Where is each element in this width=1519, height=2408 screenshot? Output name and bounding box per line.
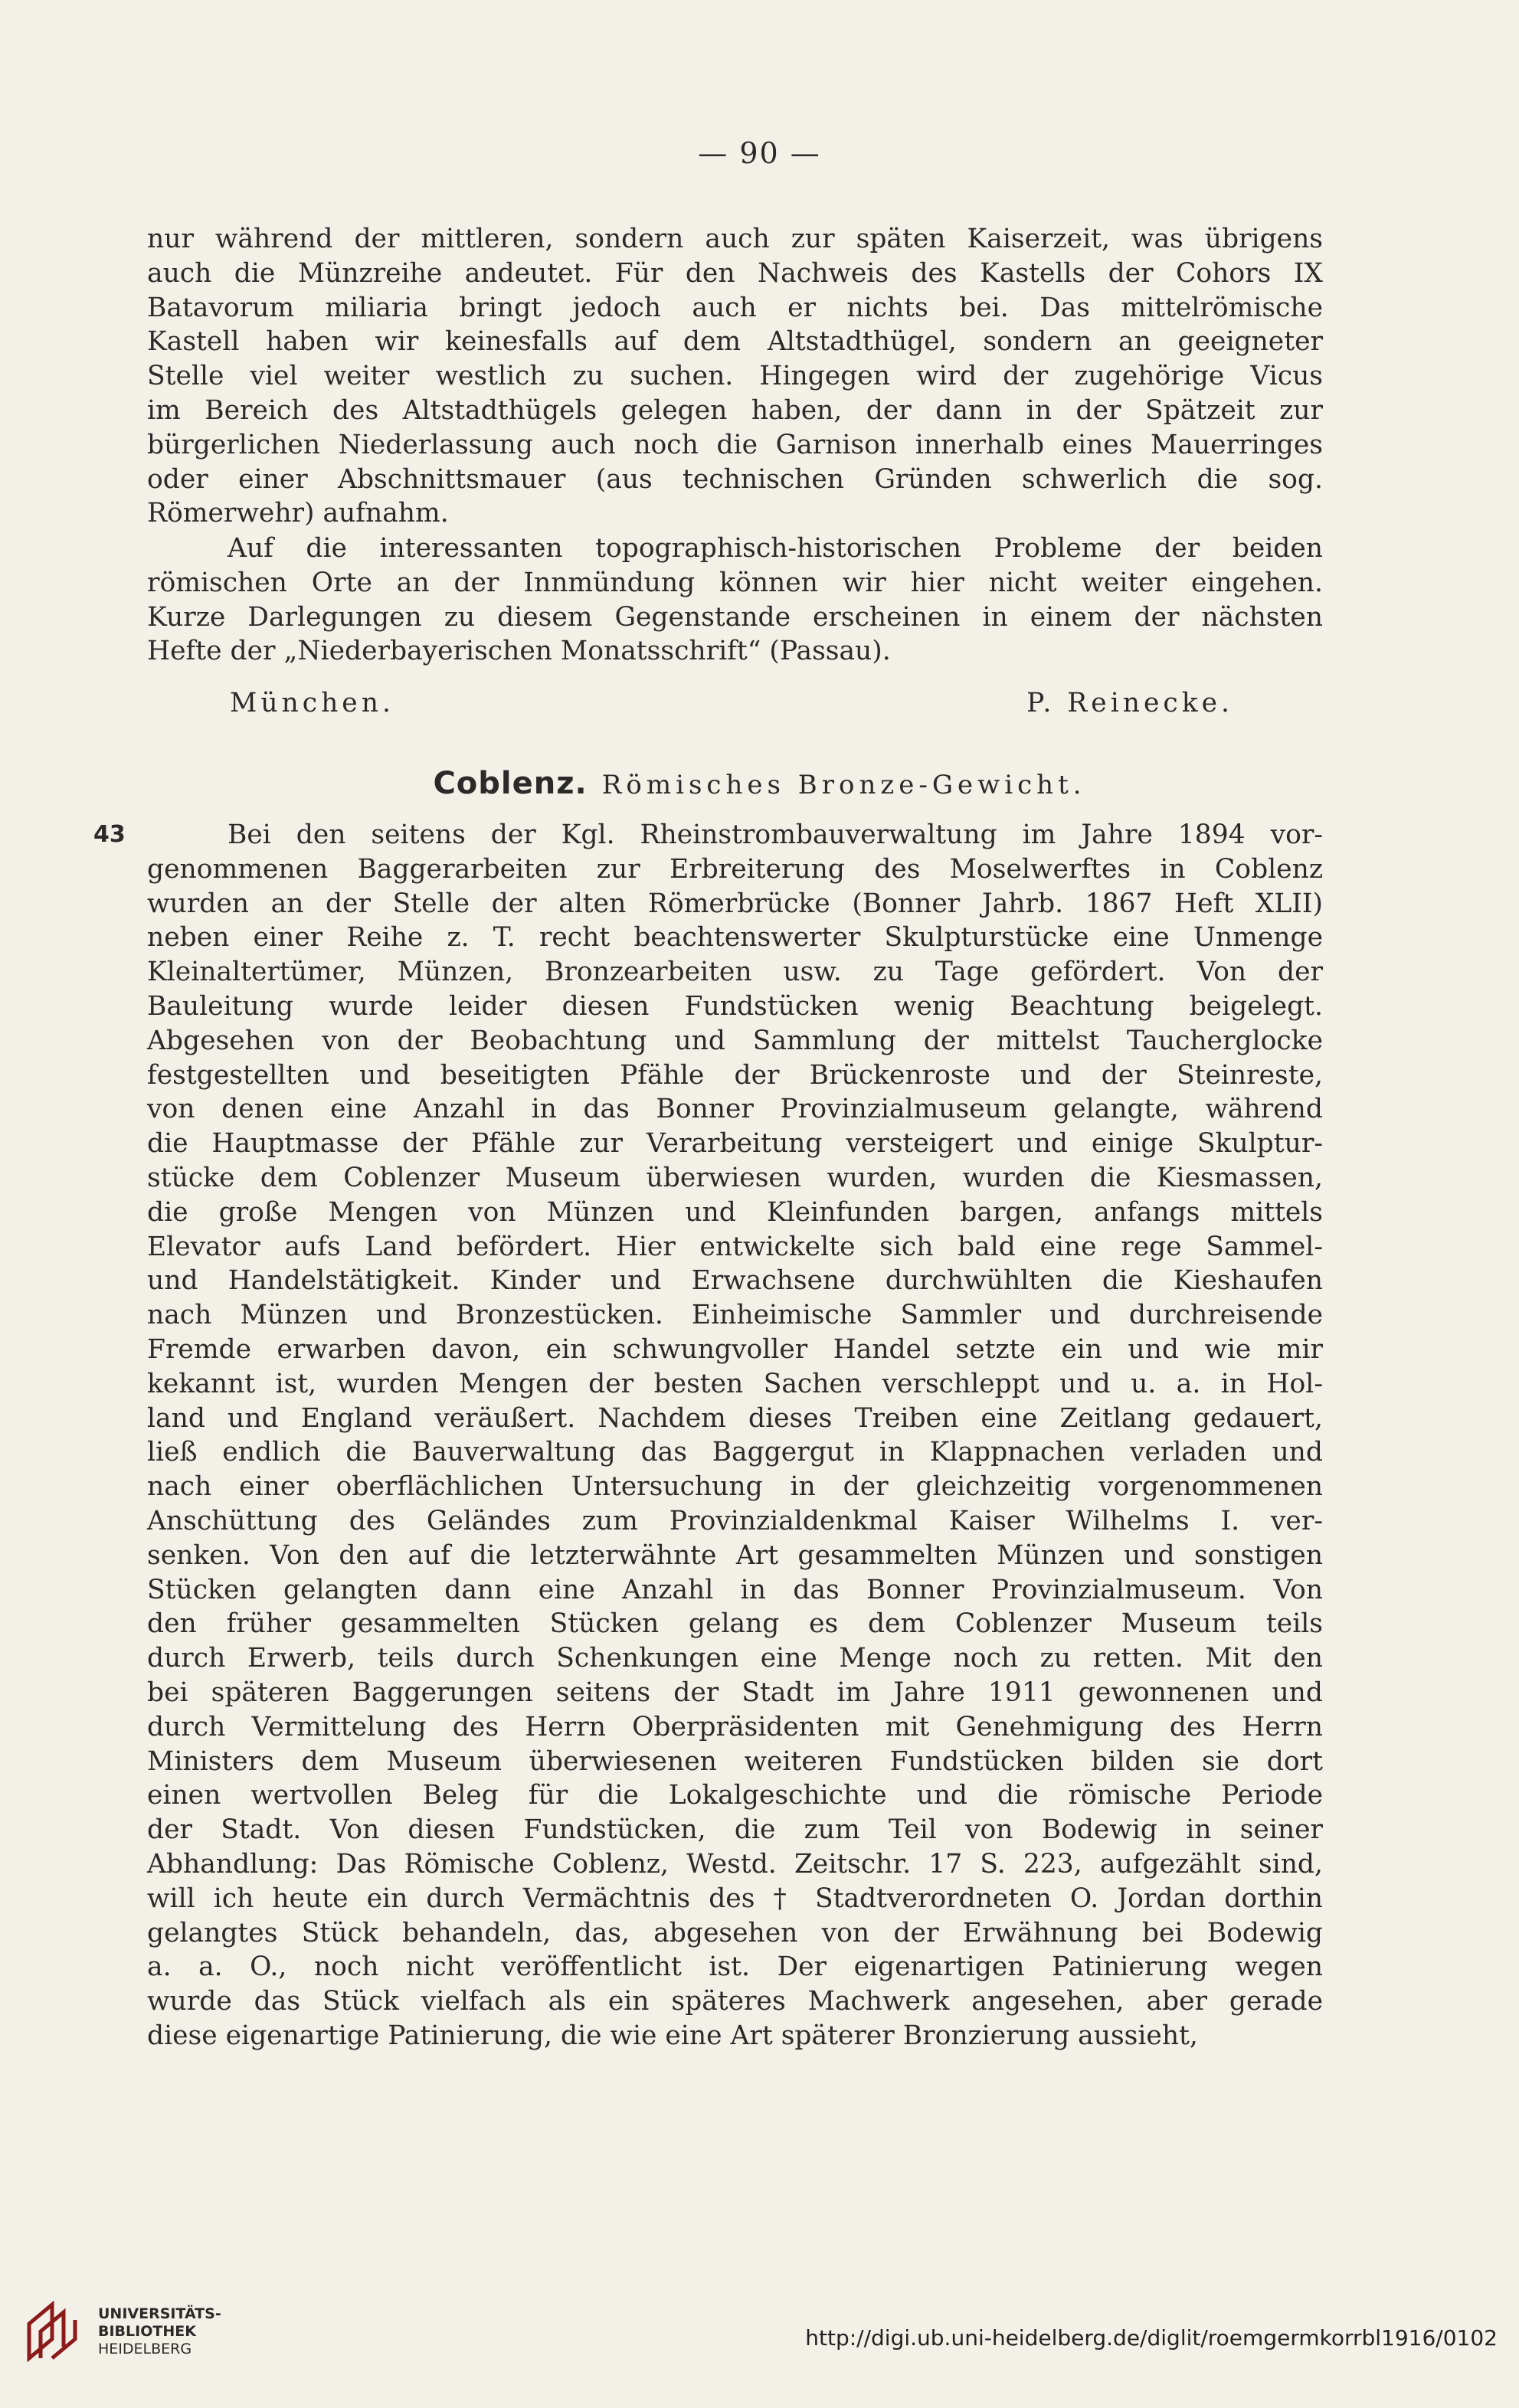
text-line: den früher gesammelten Stücken gelang es dem Coblenzer Museum teils <box>147 1608 1323 1640</box>
library-logo[interactable] <box>21 2301 221 2362</box>
text-line: bürgerlichen Niederlassung auch noch die Garnison innerhalb eines Mauerringes <box>147 429 1323 460</box>
text-line: die große Mengen von Münzen und Kleinfunden bargen, anfangs mittels <box>147 1196 1323 1228</box>
text-line: oder einer Abschnittsmauer (aus technischen Gründen schwerlich die sog. <box>147 463 1323 495</box>
signature-row <box>230 688 1233 718</box>
text-line: Römerwehr) aufnahm. <box>147 498 449 529</box>
section-heading <box>0 766 1519 801</box>
text-line: einen wertvollen Beleg für die Lokalgeschichte und die römische Periode <box>147 1780 1323 1811</box>
text-line: Abgesehen von der Beobachtung und Sammlung der mittelst Taucherglocke <box>147 1025 1323 1056</box>
text-line: Abhandlung: Das Römische Coblenz, Westd. Zeitschr. 17 S. 223, aufgezählt sind, <box>147 1848 1323 1880</box>
heading-subject: Römisches Bronze-Gewicht. <box>601 770 1086 800</box>
library-logo-text <box>98 2305 221 2358</box>
text-line: stücke dem Coblenzer Museum überwiesen wurden, wurden die Kiesmassen, <box>147 1162 1323 1193</box>
text-line: Elevator aufs Land befördert. Hier entwickelte sich bald eine rege Sammel- <box>147 1231 1323 1262</box>
text-line: wurden an der Stelle der alten Römerbrücke (Bonner Jahrb. 1867 Heft XLII) <box>147 888 1323 919</box>
text-line: ließ endlich die Bauverwaltung das Baggergut in Klappnachen verladen und <box>147 1437 1323 1468</box>
text-line: Bauleitung wurde leider diesen Fundstücken wenig Beachtung beigelegt. <box>147 990 1323 1022</box>
paragraph-1 <box>147 222 1323 531</box>
text-line: Batavorum miliaria bringt jedoch auch er nichts bei. Das mittelrömische <box>147 292 1323 323</box>
library-logo-icon <box>21 2301 84 2362</box>
text-line: Fremde erwarben davon, ein schwungvoller Handel setzte ein und wie mir <box>147 1333 1323 1365</box>
logo-line-1: UNIVERSITÄTS- <box>98 2305 221 2322</box>
text-line: Anschüttung des Geländes zum Provinzialdenkmal Kaiser Wilhelms I. ver- <box>147 1505 1323 1536</box>
logo-line-2: BIBLIOTHEK <box>98 2322 196 2340</box>
logo-line-3: HEIDELBERG <box>98 2340 192 2357</box>
text-line: auch die Münzreihe andeutet. Für den Nachweis des Kastells der Cohors IX <box>147 257 1323 289</box>
text-line: der Stadt. Von diesen Fundstücken, die zum Teil von Bodewig in seiner <box>147 1814 1323 1846</box>
text-line: Kastell haben wir keinesfalls auf dem Altstadthügel, sondern an geeigneter <box>147 326 1323 358</box>
text-line: die Hauptmasse der Pfähle zur Verarbeitung versteigert und einige Skulptur- <box>147 1128 1323 1160</box>
text-line: festgestellten und beseitigten Pfähle der Brückenroste und der Steinreste, <box>147 1059 1323 1091</box>
marginal-number: 43 <box>93 821 126 848</box>
signature-place: München. <box>230 688 394 718</box>
text-line: Stelle viel weiter westlich zu suchen. Hingegen wird der zugehörige Vicus <box>147 361 1323 392</box>
text-line: will ich heute ein durch Vermächtnis des † Stadtverordneten O. Jordan dorthin <box>147 1883 1323 1914</box>
text-line: römischen Orte an der Innmündung können wir hier nicht weiter eingehen. <box>147 567 1323 598</box>
text-line: wurde das Stück vielfach als ein späteres Machwerk angesehen, aber gerade <box>147 1986 1323 2017</box>
text-line: nur während der mittleren, sondern auch zur späten Kaiserzeit, was übrigens <box>147 224 1323 254</box>
text-line: diese eigenartige Patinierung, die wie eine Art späterer Bronzierung aussieht, <box>147 2020 1198 2051</box>
text-line: Bei den seitens der Kgl. Rheinstrombauverwaltung im Jahre 1894 vor- <box>228 820 1323 850</box>
text-line: neben einer Reihe z. T. recht beachtenswerter Skulpturstücke eine Unmenge <box>147 922 1323 954</box>
text-line: genommenen Baggerarbeiten zur Erbreiterung des Moselwerftes in Coblenz <box>147 853 1323 885</box>
text-line: Ministers dem Museum überwiesenen weiteren Fundstücken bilden sie dort <box>147 1745 1323 1777</box>
text-line: von denen eine Anzahl in das Bonner Provinzialmuseum gelangte, während <box>147 1094 1323 1125</box>
text-line: senken. Von den auf die letzterwähnte Art gesammelten Münzen und sonstigen <box>147 1539 1323 1571</box>
text-line: und Handelstätigkeit. Kinder und Erwachsene durchwühlten die Kieshaufen <box>147 1265 1323 1297</box>
paragraph-3 <box>147 818 1323 2053</box>
text-line: im Bereich des Altstadthügels gelegen haben, der dann in der Spätzeit zur <box>147 394 1323 426</box>
text-line: Auf die interessanten topographisch-historischen Probleme der beiden <box>228 533 1323 564</box>
text-line: kekannt ist, wurden Mengen der besten Sachen verschleppt und u. a. in Hol- <box>147 1368 1323 1399</box>
text-line: Kurze Darlegungen zu diesem Gegenstande erscheinen in einem der nächsten <box>147 601 1323 633</box>
text-line: nach Münzen und Bronzestücken. Einheimische Sammler und durchreisende <box>147 1300 1323 1331</box>
text-line: Kleinaltertümer, Münzen, Bronzearbeiten usw. zu Tage gefördert. Von der <box>147 957 1323 988</box>
text-line: land und England veräußert. Nachdem dieses Treiben eine Zeitlang gedauert, <box>147 1402 1323 1434</box>
text-line: Hefte der „Niederbayerischen Monatsschrift“ (Passau). <box>147 636 891 667</box>
signature-author: P. Reinecke. <box>1026 688 1233 718</box>
source-url-link[interactable]: http://digi.ub.uni-heidelberg.de/diglit/roemgermkorrbl1916/0102 <box>805 2325 1498 2351</box>
page-number: — 90 — <box>698 136 821 170</box>
heading-place: Coblenz. <box>433 766 588 801</box>
paragraph-2 <box>147 532 1323 669</box>
text-line: durch Vermittelung des Herrn Oberpräsidenten mit Genehmigung des Herrn <box>147 1711 1323 1742</box>
text-line: Stücken gelangten dann eine Anzahl in das Bonner Provinzialmuseum. Von <box>147 1574 1323 1605</box>
text-line: durch Erwerb, teils durch Schenkungen eine Menge noch zu retten. Mit den <box>147 1643 1323 1674</box>
text-line: gelangtes Stück behandeln, das, abgesehen von der Erwähnung bei Bodewig <box>147 1917 1323 1948</box>
text-line: a. a. O., noch nicht veröffentlicht ist. Der eigenartigen Patinierung wegen <box>147 1952 1323 1983</box>
text-line: nach einer oberflächlichen Untersuchung in der gleichzeitig vorgenommenen <box>147 1471 1323 1503</box>
text-line: bei späteren Baggerungen seitens der Stadt im Jahre 1911 gewonnenen und <box>147 1677 1323 1708</box>
